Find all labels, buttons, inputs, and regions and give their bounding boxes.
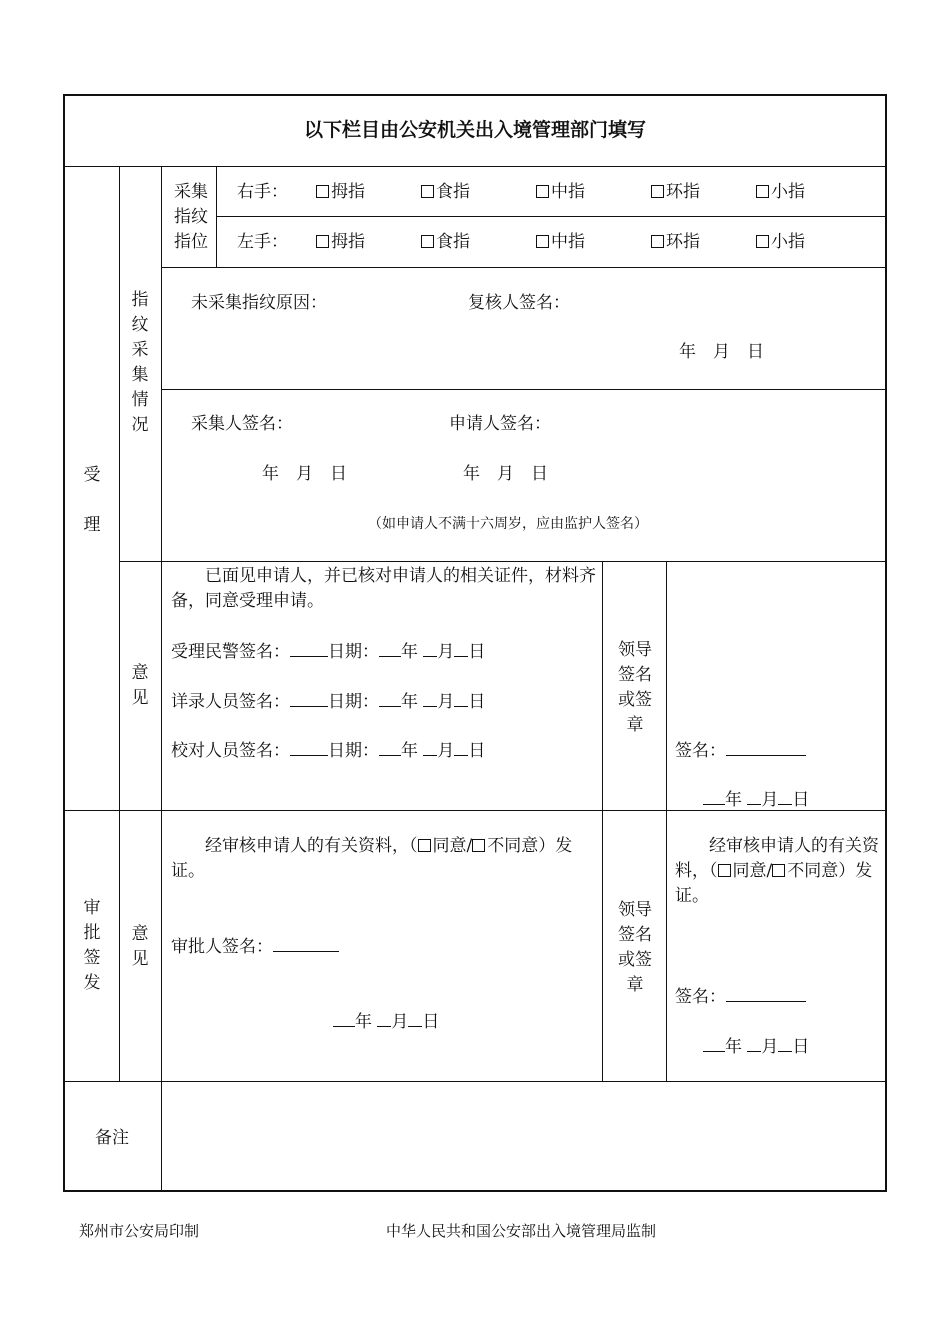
year-blank[interactable] — [703, 786, 725, 805]
approval-opinion-label: 意见 — [131, 924, 149, 969]
month-blank[interactable] — [423, 688, 437, 707]
day-blank[interactable] — [454, 737, 468, 756]
reviewer-sign-label: 复核人签名： — [468, 293, 570, 313]
year-blank[interactable] — [703, 1033, 725, 1052]
right-finger-thumb[interactable]: 拇指 — [316, 180, 365, 205]
collector-sign-label: 采集人签名： — [191, 414, 293, 434]
divider — [161, 389, 887, 390]
day-blank[interactable] — [778, 786, 792, 805]
divider — [119, 166, 120, 1082]
checkbox[interactable] — [756, 185, 769, 198]
approval-leader-statement: 经审核申请人的有关资料，（ 同意/ 不同意）发证。 — [675, 836, 879, 906]
accept-opinion-label: 意见 — [131, 663, 149, 708]
checkbox[interactable] — [316, 235, 329, 248]
signature-line[interactable] — [290, 688, 328, 707]
accept-leader-date: 年 月 日 — [703, 786, 809, 813]
divider — [602, 561, 603, 1082]
signature-line[interactable] — [290, 638, 328, 657]
month-blank[interactable] — [423, 737, 437, 756]
signature-line[interactable] — [290, 737, 328, 756]
reason-label: 未采集指纹原因： — [191, 293, 327, 313]
left-finger-middle[interactable]: 中指 — [536, 230, 585, 255]
footer-supervisor: 中华人民共和国公安部出入境管理局监制 — [386, 1222, 657, 1240]
day-blank[interactable] — [454, 638, 468, 657]
checkbox[interactable] — [756, 235, 769, 248]
accept-police-sign: 受理民警签名： 日期： 年 月 日 — [171, 638, 485, 665]
day-blank[interactable] — [408, 1008, 422, 1027]
checkbox[interactable] — [536, 185, 549, 198]
approver-date: 年 月 日 — [333, 1008, 439, 1035]
finger-position-label: 采集指纹指位 — [174, 182, 208, 252]
signature-line[interactable] — [726, 983, 806, 1002]
right-finger-index[interactable]: 食指 — [421, 180, 470, 205]
left-finger-little[interactable]: 小指 — [756, 230, 805, 255]
applicant-sign-label: 申请人签名： — [449, 414, 551, 434]
applicant-date: 年 月 日 — [463, 464, 548, 484]
right-finger-ring[interactable]: 环指 — [651, 180, 700, 205]
checkbox[interactable] — [651, 185, 664, 198]
left-finger-index[interactable]: 食指 — [421, 230, 470, 255]
left-finger-ring[interactable]: 环指 — [651, 230, 700, 255]
divider — [161, 166, 162, 1192]
year-blank[interactable] — [379, 737, 401, 756]
accept-leader-label: 领导签名或签章 — [618, 640, 652, 735]
approval-statement: 经审核申请人的有关资料，（ 同意/ 不同意）发证。 — [171, 836, 573, 881]
divider — [216, 216, 887, 217]
month-blank[interactable] — [747, 786, 761, 805]
year-blank[interactable] — [379, 638, 401, 657]
left-finger-thumb[interactable]: 拇指 — [316, 230, 365, 255]
form-title: 以下栏目由公安机关出入境管理部门填写 — [303, 119, 646, 141]
section-accept: 受理 — [83, 465, 101, 535]
accept-leader-sign: 签名： — [675, 737, 806, 764]
accept-detail-sign: 详录人员签名： 日期： 年 月 日 — [171, 688, 485, 715]
section-approve: 审批签发 — [83, 898, 101, 993]
checkbox[interactable] — [536, 235, 549, 248]
month-blank[interactable] — [747, 1033, 761, 1052]
right-finger-middle[interactable]: 中指 — [536, 180, 585, 205]
divider — [161, 267, 887, 268]
remarks-field[interactable] — [162, 1082, 887, 1192]
agree-checkbox[interactable] — [418, 839, 431, 852]
divider — [666, 561, 667, 1082]
year-blank[interactable] — [379, 688, 401, 707]
left-hand-label: 左手： — [237, 232, 288, 252]
accept-statement: 已面见申请人，并已核对申请人的相关证件，材料齐备，同意受理申请。 — [171, 566, 596, 611]
right-hand-label: 右手： — [237, 182, 288, 202]
disagree-checkbox[interactable] — [472, 839, 485, 852]
reviewer-date: 年 月 日 — [679, 342, 764, 362]
approver-sign: 审批人签名： — [171, 933, 339, 960]
remarks-label: 备注 — [95, 1128, 129, 1148]
disagree-checkbox[interactable] — [772, 864, 785, 877]
approval-leader-sign: 签名： — [675, 983, 806, 1010]
month-blank[interactable] — [377, 1008, 391, 1027]
application-form — [63, 94, 887, 1192]
divider — [65, 166, 887, 167]
signature-line[interactable] — [726, 737, 806, 756]
agree-checkbox[interactable] — [718, 864, 731, 877]
fingerprint-section-label: 指纹采集情况 — [131, 290, 149, 435]
divider — [216, 166, 217, 267]
checkbox[interactable] — [421, 185, 434, 198]
footer-printer: 郑州市公安局印制 — [79, 1222, 200, 1240]
collector-date: 年 月 日 — [262, 464, 347, 484]
guardian-note: （如申请人不满十六周岁，应由监护人签名） — [368, 516, 648, 532]
right-finger-little[interactable]: 小指 — [756, 180, 805, 205]
checkbox[interactable] — [651, 235, 664, 248]
day-blank[interactable] — [778, 1033, 792, 1052]
year-blank[interactable] — [333, 1008, 355, 1027]
checkbox[interactable] — [316, 185, 329, 198]
approval-leader-label: 领导签名或签章 — [618, 900, 652, 995]
day-blank[interactable] — [454, 688, 468, 707]
month-blank[interactable] — [423, 638, 437, 657]
signature-line[interactable] — [273, 933, 339, 952]
checkbox[interactable] — [421, 235, 434, 248]
approval-leader-date: 年 月 日 — [703, 1033, 809, 1060]
divider — [119, 561, 887, 562]
accept-check-sign: 校对人员签名： 日期： 年 月 日 — [171, 737, 485, 764]
